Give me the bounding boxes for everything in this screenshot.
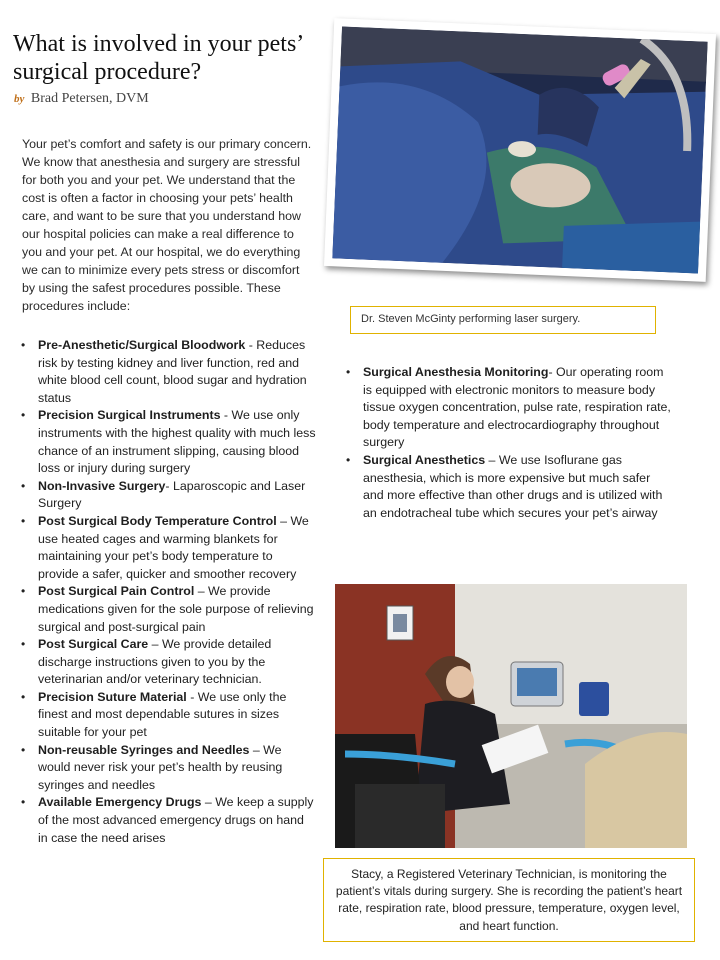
list-item-term: Precision Surgical Instruments [38,408,221,423]
list-item [346,452,671,522]
technician-photo [335,584,687,848]
list-item [21,407,316,477]
list-item-text: - We use only instruments with the highest quality with much less chance of an instrument slipping, causing blood loss or injury during surgery [38,408,316,476]
surgery-photo-caption: Dr. Steven McGinty performing laser surgery. [350,306,656,334]
list-item-term: Pre-Anesthetic/Surgical Bloodwork [38,338,246,352]
list-item [21,478,316,513]
list-item [21,636,316,689]
byline-prefix: by [14,93,25,105]
list-item [21,337,316,407]
bullet-icon: • [21,338,26,352]
surgery-photo-image [332,26,707,273]
procedures-list-left [21,337,316,847]
technician-photo-image [335,584,687,848]
bullet-icon: • [21,408,26,423]
list-item-term: Non-reusable Syringes and Needles [38,742,250,757]
bullet-icon: • [21,637,26,652]
list-item-text: - Reduces risk by testing kidney and liver function, red and white blood cell count, blood sugar and hydration status [38,338,307,405]
surgery-photo [324,18,716,282]
list-item-term: Surgical Anesthetics [363,452,486,467]
byline [14,91,149,107]
list-item-text: - Laparoscopic and Laser Surgery [38,478,306,511]
author-name: Brad Petersen, DVM [30,91,149,106]
list-item-term: Surgical Anesthesia Monitoring [363,365,549,379]
list-item [21,513,316,583]
bullet-icon: • [21,584,26,599]
list-item [21,794,316,847]
article-title: What is involved in your pets’ surgical procedure? [13,31,303,85]
procedures-list-right [346,364,671,522]
bullet-icon: • [21,742,26,757]
list-item [21,742,316,795]
list-item-text: – We use heated cages and warming blankets for maintaining your pet’s body temperature to provide a safer, quicker and smoother recovery [38,513,309,581]
list-item-text: - Our operating room is equipped with electronic monitors to measure body tissue oxygen concentration, pulse rate, respiration rate, body temperature and electrocardiography throughout surgery [363,365,671,450]
list-item-text: – We provide detailed discharge instructions given to you by the veterinarian and/or veterinary technician. [38,637,272,687]
bullet-icon: • [346,365,351,379]
list-item-text: – We provide medications given for the sole purpose of relieving surgical and post-surgical pain [38,584,314,634]
list-item-text: – We use Isoflurane gas anesthesia, which is more expensive but much safer and more effective than other drugs and is utilized with an endotracheal tube which secures your pet’s airway [363,452,663,520]
list-item-text: – We would never risk your pet’s health by reusing syringes and needles [38,742,283,792]
intro-paragraph: Your pet’s comfort and safety is our primary concern. We know that anesthesia and surgery are stressful for both you and your pet. We understand that the cost is often a factor in choosing your pets’ health care, and want to be sure that you understand how our hospital policies can make a real difference to you and your pet. At our hospital, we do everything we can to minimize every pets stress or discomfort by using the safest procedures possible. These procedures include: [22,137,312,313]
list-item-text: - We use only the finest and most dependable sutures in sizes suitable for your pet [38,689,287,740]
bullet-icon: • [346,452,351,467]
list-item [21,689,316,742]
bullet-icon: • [21,478,26,493]
list-item-term: Post Surgical Pain Control [38,584,195,599]
list-item-text: – We keep a supply of the most advanced emergency drugs on hand in case the need arises [38,795,314,845]
bullet-icon: • [21,513,26,528]
list-item [21,583,316,636]
list-item-term: Post Surgical Care [38,637,149,652]
list-item-term: Available Emergency Drugs [38,795,202,810]
bullet-icon: • [21,689,26,704]
list-item [346,364,671,452]
list-item-term: Post Surgical Body Temperature Control [38,513,277,528]
technician-photo-caption: Stacy, a Registered Veterinary Technician, is monitoring the patient’s vitals during surgery. She is recording the patient’s heart rate, respiration rate, blood pressure, temperature, oxygen level, and heart function. [323,858,695,942]
bullet-icon: • [21,795,26,810]
list-item-term: Precision Suture Material [38,689,187,704]
list-item-term: Non-Invasive Surgery [38,478,166,493]
